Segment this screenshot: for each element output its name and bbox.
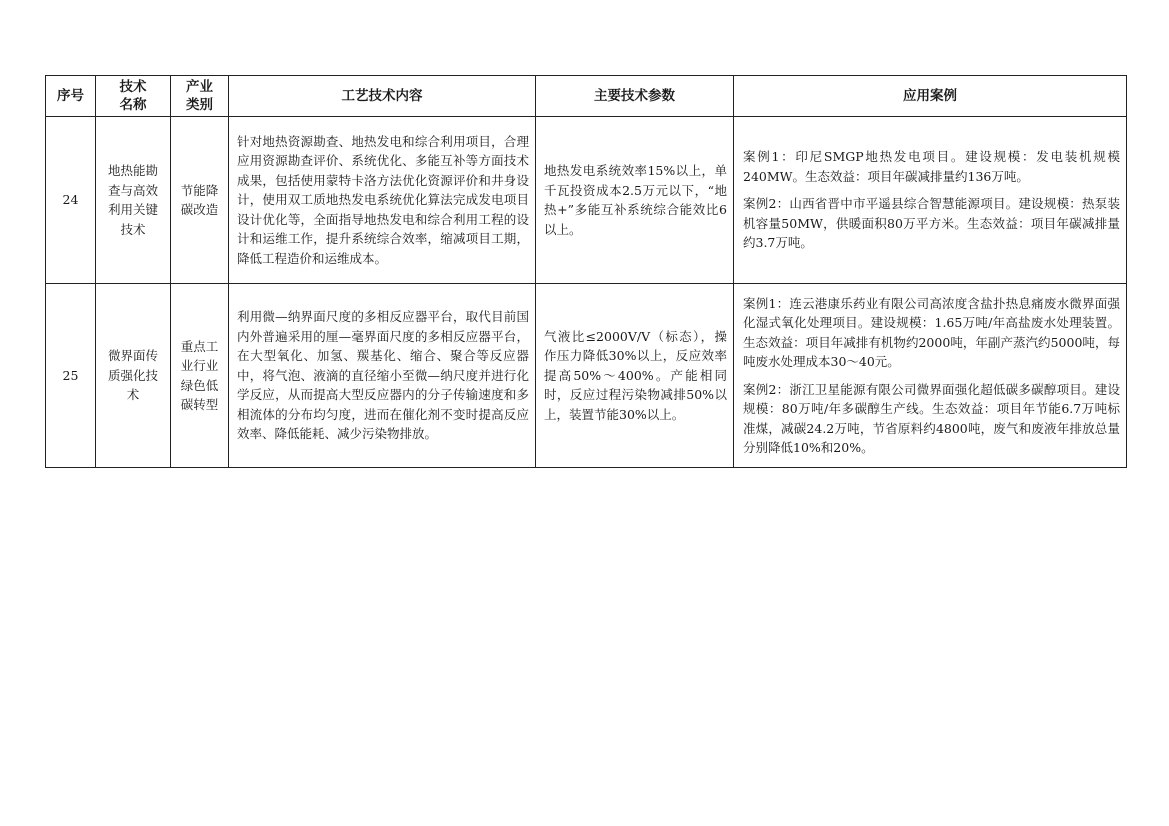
tech-name-line: 质强化技 — [107, 367, 158, 383]
row-main-params: 气液比≤2000V/V（标态），操作压力降低30%以上，反应效率提高50%～400%。产能相同时，反应过程污染物减排50%以上，装置节能30%以上。 — [536, 284, 734, 468]
row-industry-category — [171, 284, 229, 468]
category-line: 业行业 — [180, 358, 219, 373]
table-header-row — [46, 76, 1127, 117]
category-line: 碳转型 — [180, 397, 219, 412]
row-tech-name — [96, 117, 171, 284]
row-process-content: 针对地热资源勘查、地热发电和综合利用项目，合理应用资源勘查评价、系统优化、多能互补等方面技术成果，包括使用蒙特卡洛方法优化资源评价和井身设计，使用双工质地热发电系统优化算法完成发电项目设计优化等，全面指导地热发电和综合利用工程的设计和运维工作，提升系统综合效率，缩减项目工期，降低工程造价和运维成本。 — [229, 117, 536, 284]
header-industry-category — [171, 76, 229, 117]
row-application-cases — [734, 284, 1127, 468]
category-line: 重点工 — [180, 338, 219, 354]
row-industry-category — [171, 117, 229, 284]
header-serial-no: 序号 — [46, 76, 96, 117]
row-tech-name — [96, 284, 171, 468]
tech-name-line: 利用关键 — [107, 202, 158, 217]
header-tech-name-line: 名称 — [119, 97, 147, 113]
row-serial-no: 25 — [46, 284, 96, 468]
tech-name-line: 微界面传 — [107, 348, 158, 364]
row-serial-no: 24 — [46, 117, 96, 284]
category-line: 绿色低 — [180, 377, 219, 393]
header-process-content: 工艺技术内容 — [229, 76, 536, 117]
tech-name-line: 查与高效 — [107, 182, 158, 198]
table-row — [46, 284, 1127, 468]
tech-name-line: 技术 — [120, 221, 146, 237]
header-category-line: 产业 — [186, 79, 213, 95]
header-tech-name-line: 技术 — [119, 79, 147, 95]
category-line: 节能降 — [180, 182, 219, 198]
header-category-line: 类别 — [186, 97, 213, 113]
category-line: 碳改造 — [180, 202, 219, 217]
header-tech-name — [96, 76, 171, 117]
case-item: 案例2：山西省晋中市平遥县综合智慧能源项目。建设规模：热泵装机容量50MW，供暖面积80万平方米。生态效益：项目年碳减排量约3.7万吨。 — [743, 196, 1120, 251]
row-application-cases — [734, 117, 1127, 284]
header-application-cases: 应用案例 — [734, 76, 1127, 117]
table-row — [46, 117, 1127, 284]
tech-name-line: 地热能勘 — [107, 163, 158, 178]
header-main-params: 主要技术参数 — [536, 76, 734, 117]
row-process-content: 利用微—纳界面尺度的多相反应器平台，取代目前国内外普遍采用的厘—毫界面尺度的多相反应器平台，在大型氧化、加氢、羰基化、缩合、聚合等反应器中，将气泡、液滴的直径缩小至微—纳尺度并进行化学反应，从而提高大型反应器内的分子传输速度和多相流体的分布均匀度，进而在催化剂不变时提高反应效率、降低能耗、减少污染物排放。 — [229, 284, 536, 468]
tech-name-line: 术 — [126, 387, 140, 403]
row-main-params: 地热发电系统效率15%以上，单千瓦投资成本2.5万元以下，“地热+”多能互补系统综合能效比6以上。 — [536, 117, 734, 284]
case-item: 案例1：印尼SMGP地热发电项目。建设规模：发电装机规模240MW。生态效益：项目年碳减排量约136万吨。 — [743, 149, 1120, 184]
case-item: 案例2：浙江卫星能源有限公司微界面强化超低碳多碳醇项目。建设规模：80万吨/年多碳醇生产线。生态效益：项目年节能6.7万吨标准煤，减碳24.2万吨，节省原料约4800吨，废气和废液年排放总量分别降低10%和20%。 — [743, 381, 1120, 455]
technology-table — [45, 75, 1127, 468]
case-item: 案例1：连云港康乐药业有限公司高浓度含盐扑热息痛废水微界面强化湿式氧化处理项目。建设规模：1.65万吨/年高盐废水处理装置。生态效益：项目年减排有机物约2000吨，年副产蒸汽约5000吨，每吨废水处理成本30～40元。 — [743, 295, 1120, 369]
